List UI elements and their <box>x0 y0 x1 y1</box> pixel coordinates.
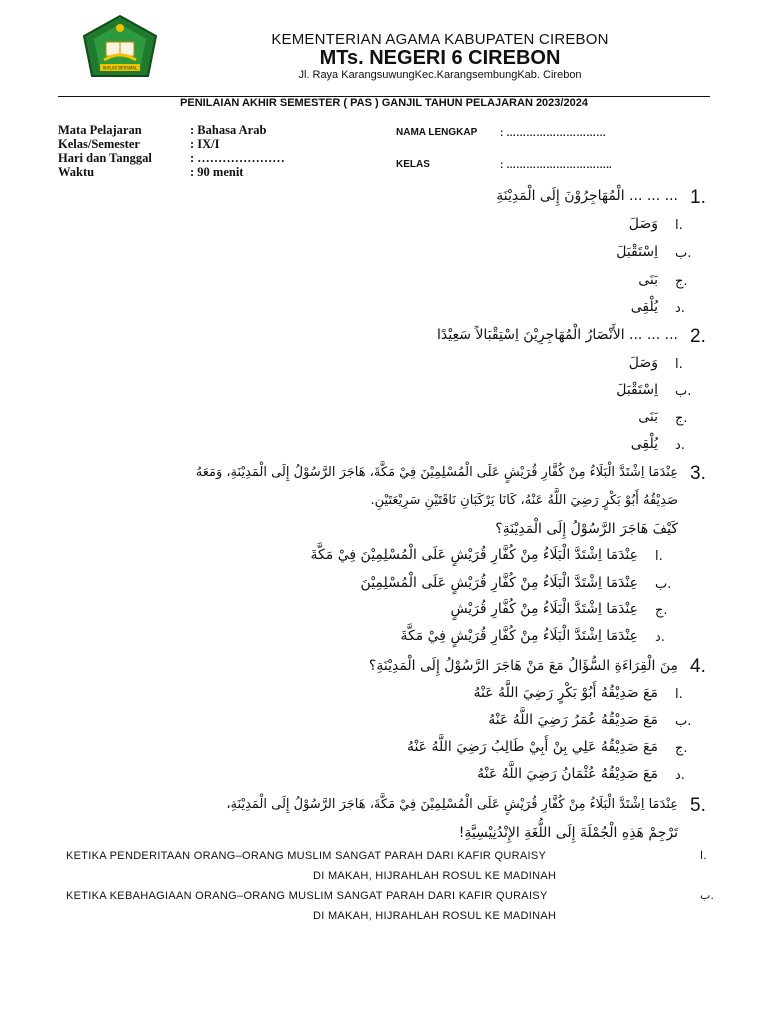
option-letter: ب. <box>655 577 672 592</box>
option-text[interactable]: KETIKA PENDERITAAN ORANG–ORANG MUSLIM SANGAT PARAH DARI KAFIR QURAISY <box>66 850 547 862</box>
option-letter: د. <box>675 438 685 453</box>
option-text[interactable]: عِنْدَمَا اِشْتَدَّ الْبَلَاءُ مِنْ كُفَّارِ قُرَيْشٍ <box>450 601 638 617</box>
option-text[interactable]: مَعَ صَدِيْقُهُ عُمَرُ رَضِيَ اللَّهُ عَنْهُ <box>488 712 658 728</box>
school-name: MTs. NEGERI 6 CIREBON <box>319 47 561 69</box>
svg-text:IKHLAS BERAMAL: IKHLAS BERAMAL <box>102 65 138 71</box>
option-letter: ج. <box>655 603 668 618</box>
option-text[interactable]: مَعَ صَدِيْقُهُ عَلِي بِنْ أَبِيْ طَالِبُ رَضِيَ اللَّهُ عَنْهُ <box>406 739 658 755</box>
passage-line: صَدِيْقُهُ أَبُوْ بَكْرٍ رَضِيَ اللَّهُ عَنْهُ، كَانَا يَرْكَبَانِ نَاقَتَيْنِ سَرِيْعَتَيْنِ. <box>370 493 678 508</box>
date-value[interactable]: : ………………… <box>190 151 285 165</box>
option-text-continued[interactable]: DI MAKAH, HIJRAHLAH ROSUL KE MADINAH <box>313 870 557 882</box>
option-text[interactable]: وَصَلَ <box>628 216 658 232</box>
question-text: مِنَ الْقِرَاءَةِ السُّؤَالُ مَعَ مَنْ هَاجَرَ الرَّسُوْلُ إِلَى الْمَدِيْنَةِ؟ <box>368 658 678 674</box>
option-text[interactable]: عِنْدَمَا اِشْتَدَّ الْبَلَاءُ مِنْ كُفَّارِ قُرَيْشٍ عَلَى الْمُسْلِمِيْنَ <box>360 575 638 591</box>
passage-line: عِنْدَمَا اِشْتَدَّ الْبَلَاءُ مِنْ كُفَّارِ قُرَيْشٍ عَلَى الْمُسْلِمِيْنَ فِيْ مَكَّةَ، هَاجَرَ الرَّسُوْلُ إِلَى الْمَدِيْنَةِ، <box>226 797 678 812</box>
option-text[interactable]: يُلْقِى <box>630 436 658 452</box>
option-text[interactable]: مَعَ صَدِيْقُهُ عُثْمَانُ رَضِيَ اللَّهُ عَنْهُ <box>477 766 658 782</box>
option-text[interactable]: KETIKA KEBAHAGIAAN ORANG–ORANG MUSLIM SANGAT PARAH DARI KAFIR QURAISY <box>66 890 548 902</box>
option-letter: ب. <box>675 246 692 261</box>
ministry-name: KEMENTERIAN AGAMA KABUPATEN CIREBON <box>271 31 609 48</box>
subject-value: : Bahasa Arab <box>190 123 267 137</box>
question-text: كَيْفَ هَاجَرَ الرَّسُوْلُ إِلَى الْمَدِيْنَةِ؟ <box>495 521 678 537</box>
option-letter: ج. <box>675 274 688 289</box>
class-value: : IX/I <box>190 137 220 151</box>
kelas-field[interactable]: : ………………………….. <box>500 160 612 171</box>
class-label: Kelas/Semester <box>58 137 140 151</box>
option-text[interactable]: عِنْدَمَا اِشْتَدَّ الْبَلَاءُ مِنْ كُفَّارِ قُرَيْشٍ عَلَى الْمُسْلِمِيْنَ فِيْ مَكَّةَ <box>310 547 638 563</box>
option-text[interactable]: بَنَى <box>638 272 658 288</box>
option-letter: د. <box>675 301 685 316</box>
question-text: ... ... ... الأَنْصَارُ الْمُهَاجِرِيْنَ اِسْتِقْبَالاً سَعِيْدًا <box>437 327 678 343</box>
option-text[interactable]: يُلْقِى <box>630 299 658 315</box>
option-text-continued[interactable]: DI MAKAH, HIJRAHLAH ROSUL KE MADINAH <box>313 910 557 922</box>
exam-title: PENILAIAN AKHIR SEMESTER ( PAS ) GANJIL TAHUN PELAJARAN 2023/2024 <box>180 97 588 109</box>
option-letter: ب. <box>675 384 692 399</box>
kelas-label: KELAS <box>396 159 430 170</box>
option-letter: ا. <box>700 849 707 862</box>
question-number: 1. <box>690 187 706 208</box>
option-letter: د. <box>655 630 665 645</box>
question-number: 5. <box>690 795 706 816</box>
option-text[interactable]: وَصَلَ <box>628 355 658 371</box>
question-text: ... ... ... الْمُهَاجِرُوْنَ إِلَى الْمَدِيْنَةِ <box>496 188 678 204</box>
option-text[interactable]: بَنَى <box>638 409 658 425</box>
option-letter: ب. <box>700 889 714 902</box>
subject-label: Mata Pelajaran <box>58 123 142 137</box>
kemenag-logo-icon <box>78 14 162 84</box>
option-text[interactable]: عِنْدَمَا اِشْتَدَّ الْبَلَاءُ مِنْ كُفَّارِ قُرَيْشٍ فِيْ مَكَّةَ <box>400 628 638 644</box>
passage-line: عِنْدَمَا اِشْتَدَّ الْبَلَاءُ مِنْ كُفَّارِ قُرَيْشٍ عَلَى الْمُسْلِمِيْنَ فِيْ مَكَّةَ، هَاجَرَ الرَّسُوْلُ إِلَى الْمَدِيْنَةِ، وَمَعَهُ <box>195 465 678 480</box>
meta-labels <box>58 123 188 179</box>
time-value: : 90 menit <box>190 165 244 179</box>
option-text[interactable]: مَعَ صَدِيْقُهُ أَبُوْ بَكْرٍ رَضِيَ اللَّهُ عَنْهُ <box>473 685 658 701</box>
time-label: Waktu <box>58 165 95 179</box>
option-letter: د. <box>675 768 685 783</box>
question-number: 3. <box>690 463 706 484</box>
option-letter: ا. <box>655 549 663 564</box>
option-text[interactable]: اِسْتَقْبَلَ <box>616 244 658 260</box>
option-letter: ج. <box>675 741 688 756</box>
school-address: Jl. Raya KarangsuwungKec.KarangsembungKab. Cirebon <box>298 69 582 81</box>
option-letter: ا. <box>675 687 683 702</box>
option-letter: ا. <box>675 357 683 372</box>
option-letter: ب. <box>675 714 692 729</box>
name-label: NAMA LENGKAP <box>396 127 478 138</box>
date-label: Hari dan Tanggal <box>58 151 152 165</box>
option-letter: ا. <box>675 218 683 233</box>
option-text[interactable]: اِسْتَقْبَلَ <box>616 382 658 398</box>
question-number: 4. <box>690 656 706 677</box>
meta-values <box>190 123 340 179</box>
question-number: 2. <box>690 326 706 347</box>
question-text: تَرْجِمْ هَذِهِ الْجُمْلَةَ إِلَى اللُّغَةِ الإِنْدُنِيْسِيَّةِ! <box>458 825 678 841</box>
name-field[interactable]: : ………………………… <box>500 128 607 139</box>
option-letter: ج. <box>675 411 688 426</box>
